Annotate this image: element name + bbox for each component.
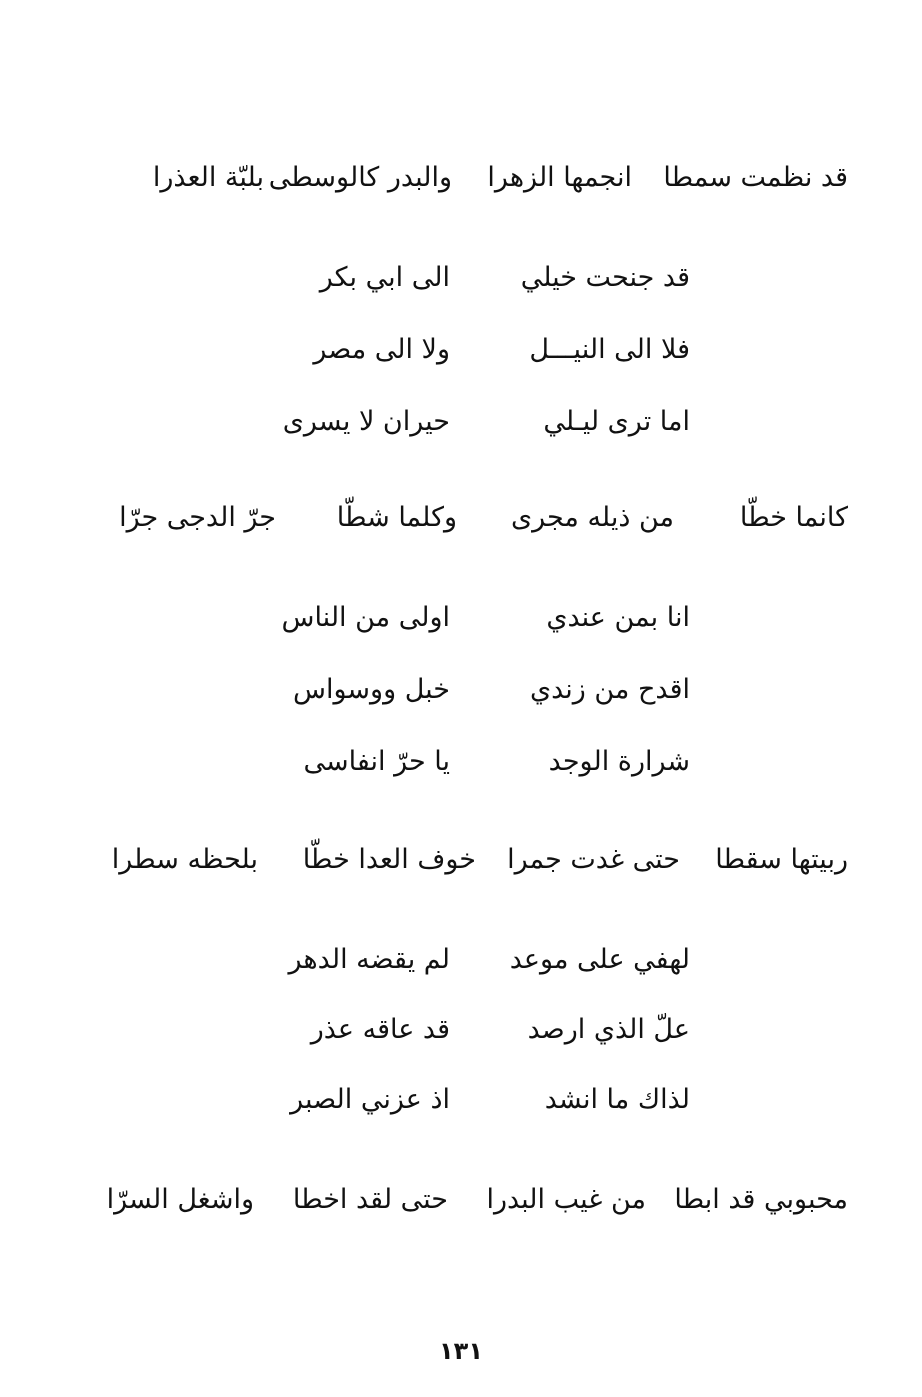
refrain-segment: بلحظه سطرا xyxy=(111,844,258,875)
verse-first-half: شرارة الوجد xyxy=(548,746,690,777)
verse-first-half: قد جنحت خيلي xyxy=(520,262,690,293)
verse-second-half: الى ابي بكر xyxy=(319,262,450,293)
verse-first-half: لذاك ما انشد xyxy=(544,1084,690,1115)
verse-first-half: اقدح من زندي xyxy=(529,674,690,705)
verse-first-half: انا بمن عندي xyxy=(546,602,690,633)
refrain-segment: والبدر كالوسطى xyxy=(268,162,452,193)
verse-first-half: لهفي على موعد xyxy=(509,944,690,975)
refrain-segment: حتى لقد اخطا xyxy=(292,1184,448,1215)
verse-second-half: قد عاقه عذر xyxy=(310,1014,450,1045)
verse-second-half: حيران لا يسرى xyxy=(282,406,450,437)
refrain-segment: وكلما شطّا xyxy=(336,502,457,533)
refrain-segment: من غيب البدرا xyxy=(486,1184,646,1215)
refrain-segment: قد نظمت سمطا xyxy=(663,162,848,193)
refrain-segment: بلبّة العذرا xyxy=(152,162,264,193)
verse-first-half: اما ترى ليـلي xyxy=(543,406,690,437)
refrain-segment: محبوبي قد ابطا xyxy=(674,1184,848,1215)
page-number: ١٣١ xyxy=(439,1337,483,1365)
refrain-segment: انجمها الزهرا xyxy=(487,162,632,193)
verse-second-half: اولى من الناس xyxy=(281,602,450,633)
verse-second-half: اذ عزني الصبر xyxy=(290,1084,450,1115)
verse-second-half: يا حرّ انفاسى xyxy=(303,746,450,777)
verse-second-half: خبل ووسواس xyxy=(293,674,450,705)
refrain-segment: خوف العدا خطّا xyxy=(302,844,476,875)
verse-second-half: ولا الى مصر xyxy=(313,334,450,365)
verse-second-half: لم يقضه الدهر xyxy=(288,944,450,975)
refrain-segment: جرّ الدجى جرّا xyxy=(119,502,276,533)
verse-first-half: فلا الى النيـــل xyxy=(529,334,690,365)
refrain-segment: من ذيله مجرى xyxy=(510,502,674,533)
refrain-segment: كانما خطّا xyxy=(739,502,848,533)
refrain-segment: ربيتها سقطا xyxy=(715,844,848,875)
verse-first-half: علّ الذي ارصد xyxy=(527,1014,690,1045)
refrain-segment: حتى غدت جمرا xyxy=(507,844,680,875)
refrain-segment: واشغل السرّا xyxy=(106,1184,254,1215)
